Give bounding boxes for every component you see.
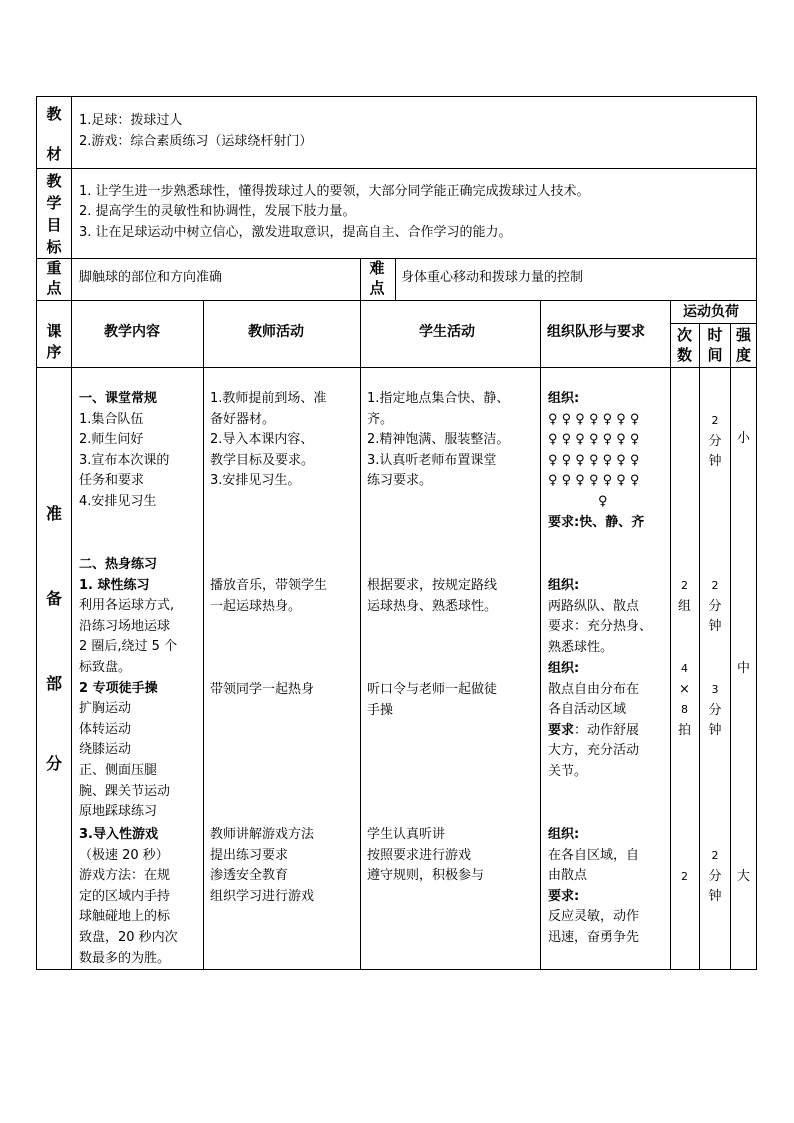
warmup-student-1: 根据要求，按规定路线 运球热身、熟悉球性。	[367, 578, 498, 614]
zhongdian-label: 重 点	[46, 259, 62, 297]
routine-org: 组织: ♀ ♀ ♀ ♀ ♀ ♀ ♀ ♀ ♀ ♀ ♀ ♀ ♀ ♀ ♀ ♀ ♀ ♀ ♀ ♀ ♀ ♀ ♀ ♀ ♀ ♀ ♀ ♀ ♀ 要求:快、静、齐	[548, 391, 645, 530]
warmup-org-1: 组织: 两路纵队、散点 要求：充分热身、 熟悉球性。	[548, 578, 653, 655]
kexu-header: 课 序	[46, 322, 62, 361]
jiaocai-label-1: 教	[46, 105, 62, 123]
warmup-count-1: 2 组	[677, 579, 691, 614]
row-divider	[37, 367, 756, 368]
routine-student: 1.指定地点集合快、静、 齐。 2.精神饱满、服装整洁。 3.认真听老师布置课堂 练习要求。	[367, 391, 510, 489]
col-divider	[71, 97, 72, 970]
row-divider	[37, 300, 756, 301]
game-content: 3.导入性游戏 （极速 20 秒） 游戏方法：在规 定的区域内手持 球触碰地上的标 致盘，20 秒内次 数最多的为胜。	[79, 827, 178, 966]
formation-row: ♀ ♀ ♀ ♀ ♀ ♀ ♀	[548, 432, 640, 448]
warmup-intensity: 中	[736, 661, 750, 676]
jiaocai-label-2: 材	[46, 145, 62, 163]
load-header: 运动负荷	[683, 304, 739, 320]
col-divider	[203, 300, 204, 970]
count-header: 次 数	[676, 326, 692, 364]
warmup-teacher-1: 播放音乐，带领学生 一起运球热身。	[210, 578, 328, 614]
game-student: 学生认真听讲 按照要求进行游戏 遵守规则，积极参与	[367, 827, 485, 884]
difficulty-text: 身体重心移动和拨球力量的控制	[401, 270, 584, 285]
student-header: 学生活动	[419, 324, 475, 340]
objective-item: 1. 让学生进一步熟悉球性，懂得拨球过人的要领，大部分同学能正确完成拨球过人技术。	[79, 184, 590, 199]
nandian-label: 难 点	[369, 259, 385, 297]
jiaocai-item-2: 2.游戏：综合素质练习（运球绕杆射门）	[79, 134, 313, 149]
game-teacher: 教师讲解游戏方法 提出练习要求 渗透安全教育 组织学习进行游戏	[210, 827, 315, 904]
teacher-header: 教师活动	[248, 324, 304, 340]
col-divider	[395, 258, 396, 300]
row-divider	[670, 323, 756, 324]
objective-item: 3. 让在足球运动中树立信心，激发进取意识，提高自主、合作学习的能力。	[79, 225, 512, 240]
section-label-char: 分	[45, 754, 62, 773]
warmup-count-2: 4 × 8 拍	[677, 662, 691, 738]
key-point-text: 脚触球的部位和方向准确	[79, 270, 223, 285]
warmup-time-2: 3 分 钟	[708, 683, 722, 739]
section-label-char: 备	[45, 589, 62, 608]
game-time: 2 分 钟	[708, 849, 722, 905]
org-header: 组织队形与要求	[547, 324, 645, 340]
formation-row: ♀ ♀ ♀ ♀ ♀ ♀ ♀	[548, 452, 640, 468]
col-divider	[540, 300, 541, 970]
objective-item: 2. 提高学生的灵敏性和协调性，发展下肢力量。	[79, 204, 356, 219]
warmup-time-1: 2 分 钟	[708, 579, 722, 635]
section-label-char: 部	[45, 674, 62, 693]
formation-row: ♀ ♀ ♀ ♀ ♀ ♀ ♀	[548, 411, 640, 427]
mubiao-label: 教 学 目 标	[46, 172, 62, 256]
formation-row: ♀	[598, 493, 608, 509]
warmup-student-2: 听口令与老师一起做徒 手操	[367, 682, 498, 718]
time-header: 时 间	[707, 326, 723, 364]
warmup-teacher-2: 带领同学一起热身	[210, 682, 315, 697]
game-intensity: 大	[736, 869, 750, 884]
game-count: 2	[681, 870, 688, 883]
warmup-content: 二、热身练习 1. 球性练习 利用各运球方式, 沿练习场地运球 2 圈后,绕过 5 个 标致盘。 2 专项徒手操 扩胸运动 体转运动 绕膝运动 正、侧面压腿 腕、踝关节运动 原地踩球练习	[79, 557, 178, 820]
game-org: 组织: 在各自区域，自 由散点 要求: 反应灵敏，动作 迅速，奋勇争先	[548, 827, 640, 945]
formation-row: ♀ ♀ ♀ ♀ ♀ ♀ ♀	[548, 473, 640, 489]
routine-content: 一、课堂常规 1.集合队伍 2.师生问好 3.宣布本次课的 任务和要求 4.安排见习生	[79, 391, 170, 509]
content-header: 教学内容	[104, 324, 160, 340]
col-divider	[360, 258, 361, 970]
warmup-org-2: 组织: 散点自由分布在 各自活动区域 要求：动作舒展 大方，充分活动 关节。	[548, 661, 640, 779]
routine-time: 2 分 钟	[708, 414, 722, 470]
row-divider	[37, 258, 756, 259]
jiaocai-item-1: 1.足球：拨球过人	[79, 113, 183, 128]
section-label-char: 准	[45, 504, 62, 523]
routine-intensity: 小	[736, 431, 750, 446]
routine-teacher: 1.教师提前到场、准 备好器材。 2.导入本课内容、 教学目标及要求。 3.安排见习生。	[210, 391, 327, 489]
intensity-header: 强 度	[735, 326, 751, 364]
row-divider	[37, 168, 756, 169]
lesson-plan-table	[36, 96, 757, 970]
